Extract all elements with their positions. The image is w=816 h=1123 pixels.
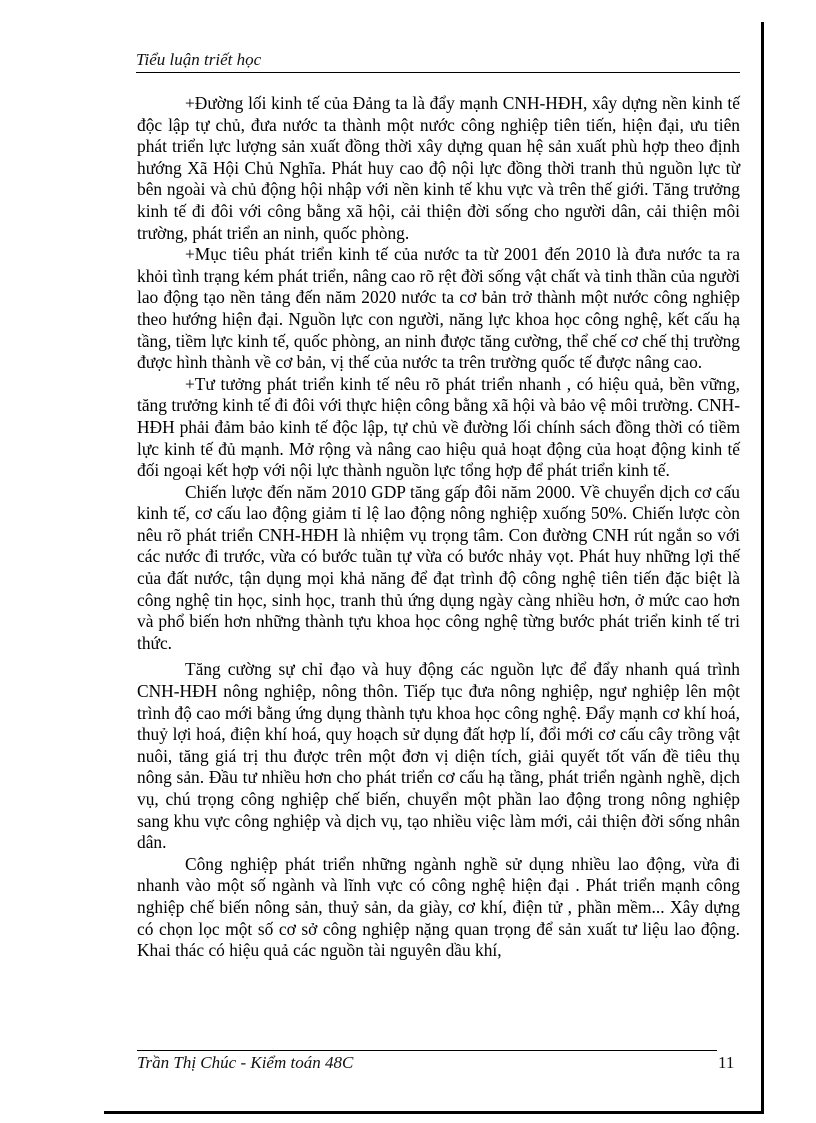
paragraph-economic-policy: +Đường lối kinh tế của Đảng ta là đẩy mạnh CNH-HĐH, xây dựng nền kinh tế độc lập tự chủ, đưa nước ta thành một nước công nghiệp tiên tiến, hiện đại, ưu tiên phát triển lực lượng sản xuất đồng thời xây dựng quan hệ sản xuất phù hợp theo định hướng Xã Hội Chủ Nghĩa. Phát huy cao độ nội lực đồng thời tranh thủ nguồn lực từ bên ngoài và chủ động hội nhập với nền kinh tế khu vực và trên thế giới. Tăng trưởng kinh tế đi đôi với công bằng xã hội, cải thiện đời sống cho người dân, cải thiện môi trường, phát triển an ninh, quốc phòng. xyxy=(137,93,740,243)
document-body xyxy=(137,93,740,962)
paragraph-industry: Công nghiệp phát triển những ngành nghề sử dụng nhiều lao động, vừa đi nhanh vào một số ngành và lĩnh vực có công nghệ hiện đại . Phát triển mạnh công nghiệp chế biến nông sản, thuỷ sản, da giày, cơ khí, điện tử , phần mềm... Xây dựng có chọn lọc một số cơ sở công nghiệp nặng quan trọng để sản xuất tư liệu lao động. Khai thác có hiệu quả các nguồn tài nguyên dầu khí, xyxy=(137,853,740,961)
paragraph-strategy-2010: Chiến lược đến năm 2010 GDP tăng gấp đôi năm 2000. Về chuyển dịch cơ cấu kinh tế, cơ cấu lao động giảm tỉ lệ lao động nông nghiệp xuống 50%. Chiến lược còn nêu rõ phát triển CNH-HĐH là nhiệm vụ trọng tâm. Con đường CNH rút ngắn so với các nước đi trước, vừa có bước tuần tự vừa có bước nhảy vọt. Phát huy những lợi thế của đất nước, tận dụng mọi khả năng để đạt trình độ công nghệ tiên tiến đặc biệt là công nghệ tin học, sinh học, tranh thủ ứng dụng ngày càng nhiều hơn, ở mức cao hơn và phổ biến hơn những thành tựu khoa học công nghệ từng bước phát triển kinh tế tri thức. xyxy=(137,481,740,653)
page-number: 11 xyxy=(718,1053,735,1072)
paragraph-agriculture: Tăng cường sự chỉ đạo và huy động các nguồn lực để đẩy nhanh quá trình CNH-HĐH nông nghiệp, nông thôn. Tiếp tục đưa nông nghiệp, ngư nghiệp lên một trình độ cao mới bằng ứng dụng thành tựu khoa học công nghệ. Đẩy mạnh cơ khí hoá, thuỷ lợi hoá, điện khí hoá, quy hoạch sử dụng đất hợp lí, đổi mới cơ cấu cây trồng vật nuôi, tăng giá trị thu được trên một đơn vị diện tích, giải quyết tốt vấn đề tiêu thụ nông sản. Đầu tư nhiều hơn cho phát triển cơ cấu hạ tầng, phát triển ngành nghề, dịch vụ, chú trọng công nghiệp chế biến, chuyển một phần lao động trong nông nghiệp sang khu vực công nghiệp và dịch vụ, tạo nhiều việc làm mới, cải thiện đời sống nhân dân. xyxy=(137,659,740,853)
page-header: Tiểu luận triết học xyxy=(136,48,740,73)
footer-divider xyxy=(137,1050,717,1051)
paragraph-development-goals: +Mục tiêu phát triển kinh tế của nước ta từ 2001 đến 2010 là đưa nước ta ra khỏi tình trạng kém phát triển, nâng cao rõ rệt đời sống vật chất và tinh thần của người lao động tạo nền tảng đến năm 2020 nước ta cơ bản trở thành một nước công nghiệp theo hướng hiện đại. Nguồn lực con người, năng lực khoa học công nghệ, kết cấu hạ tầng, tiềm lực kinh tế, quốc phòng, an ninh được tăng cường, thể chế cơ chế thị trường được hình thành về cơ bản, vị thế của nước ta trên trường quốc tế được nâng cao. xyxy=(137,244,740,373)
paragraph-development-ideology: +Tư tưởng phát triển kinh tế nêu rõ phát triển nhanh , có hiệu quả, bền vững, tăng trưởng kinh tế đi đôi với thực hiện công bằng xã hội và bảo vệ môi trường. CNH-HĐH phải đảm bảo kinh tế độc lập, tự chủ về đường lối chính sách đồng thời có tiềm lực kinh tế đủ mạnh. Mở rộng và nâng cao hiệu quả hoạt động của hoạt động kinh tế đối ngoại kết hợp với nội lực thành nguồn lực tổng hợp để phát triển kinh tế. xyxy=(137,373,740,481)
footer-author: Trần Thị Chúc - Kiểm toán 48C xyxy=(137,1053,354,1072)
